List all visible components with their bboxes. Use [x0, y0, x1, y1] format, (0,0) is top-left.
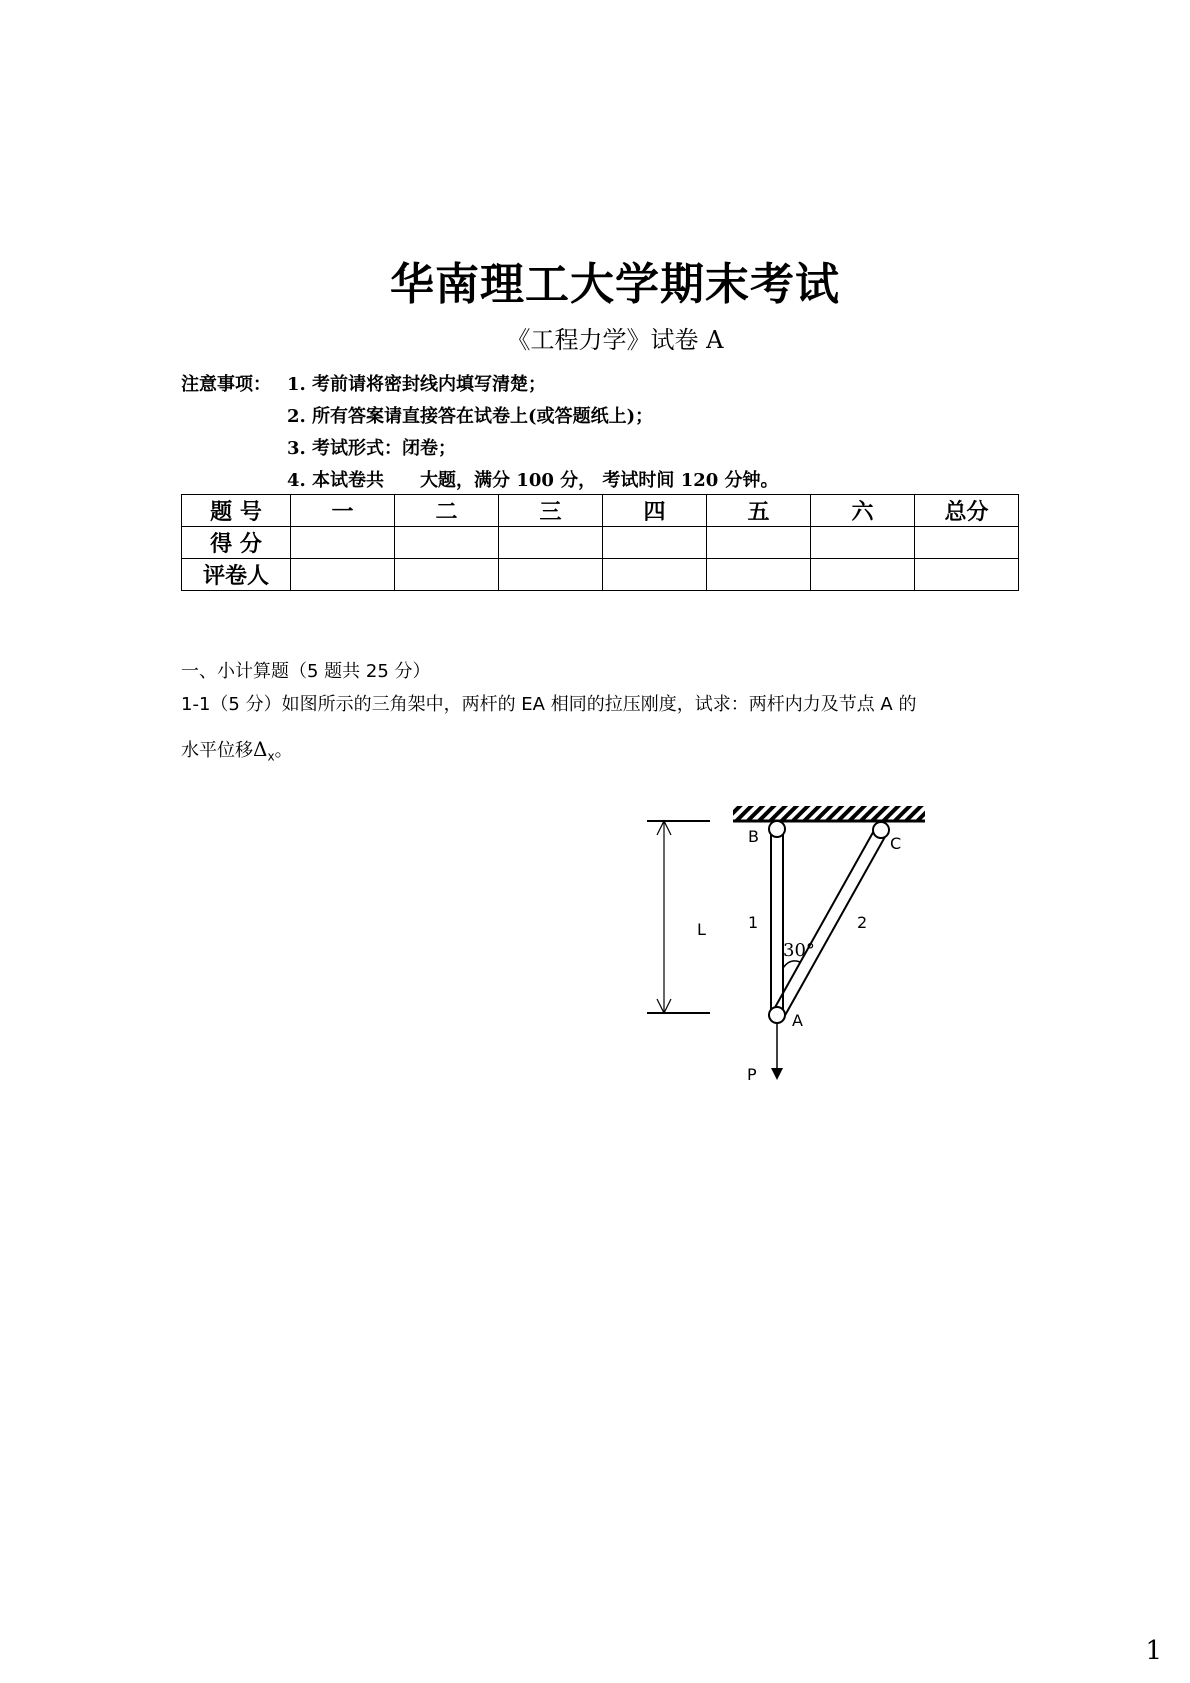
table-header-cell: 六 — [811, 495, 915, 527]
bar-2 — [773, 827, 886, 1019]
fixed-support-hatch — [733, 806, 925, 820]
period: 。 — [274, 740, 293, 761]
note-item: 1. 考前请将密封线内填写清楚； — [287, 374, 547, 395]
exam-subtitle: 《工程力学》试卷 A — [506, 326, 724, 354]
exam-title: 华南理工大学期末考试 — [390, 259, 840, 310]
table-header-cell: 五 — [707, 495, 811, 527]
grader-cell — [915, 559, 1019, 591]
question-text-line2: 水平位移 — [181, 740, 253, 761]
question-text-cont — [181, 736, 293, 764]
row-label: 评卷人 — [182, 559, 291, 591]
truss-diagram — [640, 790, 940, 1100]
row-label: 得 分 — [182, 527, 291, 559]
grader-cell — [707, 559, 811, 591]
table-header-cell: 三 — [499, 495, 603, 527]
table-header-cell: 二 — [395, 495, 499, 527]
pin-b — [769, 821, 785, 837]
score-cell — [811, 527, 915, 559]
table-header-row — [182, 495, 1019, 527]
dimension-l — [647, 821, 710, 1013]
score-cell — [499, 527, 603, 559]
note-item: 4. 本试卷共 大题，满分 100 分， 考试时间 120 分钟。 — [287, 470, 779, 491]
note-item: 3. 考试形式：闭卷； — [287, 438, 457, 459]
grader-cell — [499, 559, 603, 591]
section-heading: 一、小计算题（5 题共 25 分） — [181, 661, 431, 682]
pin-c — [873, 822, 889, 838]
page-number: 1 — [1145, 1636, 1162, 1666]
delta-symbol: Δ — [253, 737, 268, 761]
pin-a — [769, 1007, 785, 1023]
label-l: L — [697, 920, 706, 939]
score-cell — [395, 527, 499, 559]
delta-subscript: x — [267, 749, 275, 764]
label-bar-2: 2 — [857, 913, 868, 932]
table-header-cell: 总分 — [915, 495, 1019, 527]
grader-cell — [811, 559, 915, 591]
angle-label: 30° — [783, 940, 815, 961]
table-header-cell: 一 — [291, 495, 395, 527]
label-p: P — [747, 1065, 757, 1084]
label-b: B — [748, 827, 759, 846]
score-cell — [291, 527, 395, 559]
label-bar-1: 1 — [748, 913, 759, 932]
table-header-cell: 四 — [603, 495, 707, 527]
score-cell — [603, 527, 707, 559]
grader-cell — [603, 559, 707, 591]
score-table — [181, 494, 1019, 591]
grader-cell — [395, 559, 499, 591]
score-cell — [915, 527, 1019, 559]
label-a: A — [792, 1011, 803, 1030]
table-row — [182, 559, 1019, 591]
table-header-cell: 题 号 — [182, 495, 291, 527]
grader-cell — [291, 559, 395, 591]
notes-label: 注意事项： — [181, 374, 271, 395]
label-c: C — [890, 834, 902, 853]
score-cell — [707, 527, 811, 559]
bar-1 — [771, 831, 783, 1015]
note-item: 2. 所有答案请直接答在试卷上(或答题纸上)； — [287, 406, 654, 427]
question-text: 1-1（5 分）如图所示的三角架中，两杆的 EA 相同的拉压刚度，试求：两杆内力及节点 A 的 — [181, 694, 917, 715]
load-arrow-head — [771, 1068, 783, 1080]
table-row — [182, 527, 1019, 559]
